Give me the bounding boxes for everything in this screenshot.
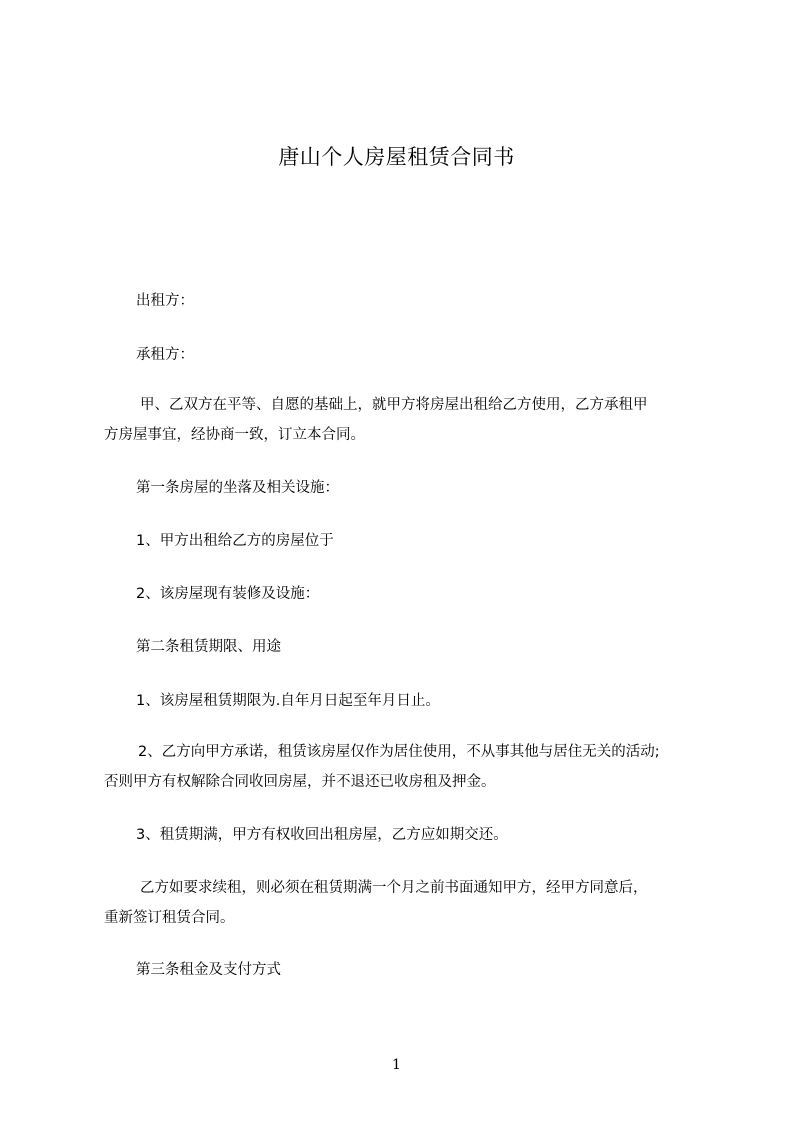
paragraph-line: 方房屋事宜，经协商一致，订立本合同。	[104, 427, 365, 443]
paragraph-line: 第二条租赁期限、用途	[136, 639, 281, 655]
paragraph-line: 第一条房屋的坐落及相关设施：	[136, 480, 339, 496]
heading-article-2	[104, 632, 716, 662]
heading-article-3	[104, 955, 716, 985]
paragraph-line: 3、租赁期满，甲方有权收回出租房屋，乙方应如期交还。	[136, 827, 508, 843]
paragraph-article-2-item-1	[104, 686, 716, 716]
paragraph-line: 出租方：	[136, 293, 194, 309]
paragraph-line: 甲、乙双方在平等、自愿的基础上，就甲方将房屋出租给乙方使用，乙方承租甲	[140, 397, 648, 413]
document-title: 唐山个人房屋租赁合同书	[278, 145, 515, 169]
paragraph-line: 1、甲方出租给乙方的房屋位于	[136, 533, 334, 549]
paragraph-line: 否则甲方有权解除合同收回房屋，并不退还已收房租及押金。	[104, 774, 496, 790]
paragraph-line: 重新签订租赁合同。	[104, 910, 235, 926]
paragraph-renewal	[104, 873, 716, 933]
paragraph-line: 第三条租金及支付方式	[136, 962, 281, 978]
page-number: 1	[392, 1057, 401, 1073]
paragraph-article-2-item-3	[104, 820, 716, 850]
paragraph-line: 2、乙方向甲方承诺，租赁该房屋仅作为居住使用，不从事其他与居住无关的活动;	[138, 744, 660, 760]
heading-article-1	[104, 473, 716, 503]
paragraph-line: 1、该房屋租赁期限为.自年月日起至年月日止。	[136, 693, 440, 709]
paragraph-preamble	[104, 390, 716, 450]
paragraph-article-1-item-2	[104, 579, 716, 609]
paragraph-line: 承租方：	[136, 347, 194, 363]
paragraph-article-2-item-2	[104, 737, 716, 797]
paragraph-line: 乙方如要求续租，则必须在租赁期满一个月之前书面通知甲方，经甲方同意后，	[140, 880, 648, 896]
paragraph-lessee	[104, 340, 716, 370]
paragraph-line: 2、该房屋现有装修及设施：	[136, 586, 320, 602]
paragraph-lessor	[104, 286, 716, 316]
paragraph-article-1-item-1	[104, 526, 716, 556]
